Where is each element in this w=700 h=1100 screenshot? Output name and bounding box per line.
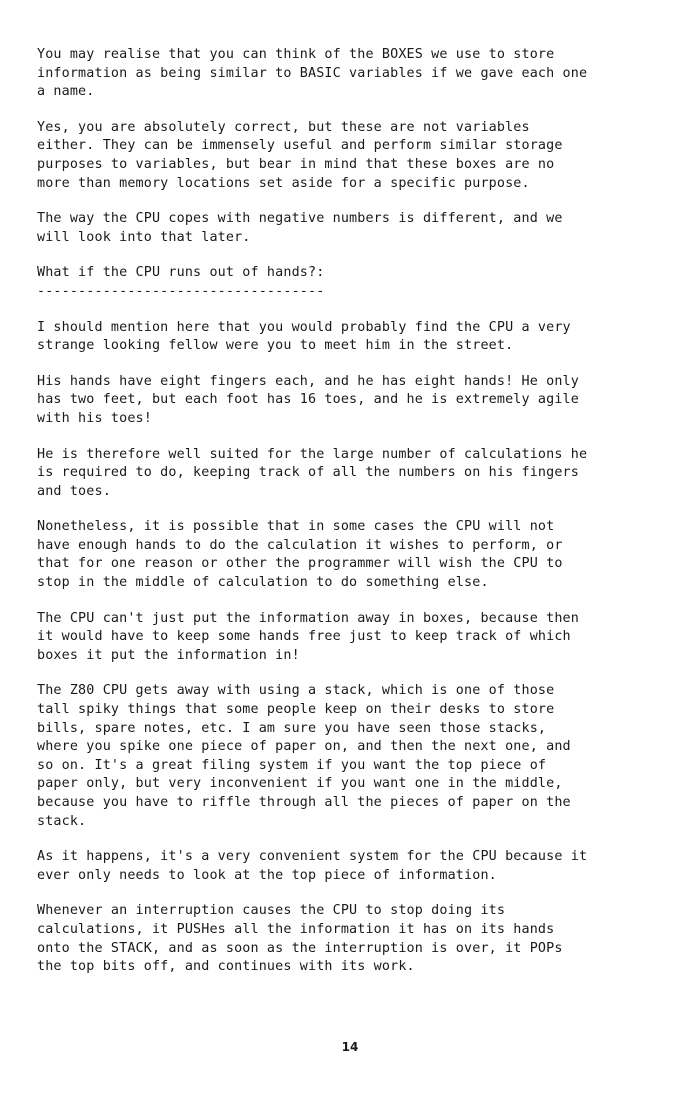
document-page (37, 46, 667, 994)
paragraph-z80-stack: The Z80 CPU gets away with using a stack, which is one of those tall spiky things that some people keep on their desks to store bills, spare notes, etc. I am sure you have seen those stacks, where you spike one piece of paper on, and then the next one, and so on. It's a great filing system if you want the top piece of paper only, but very inconvenient if you want one in the middle, because you have to riffle through all the pieces of paper on the stack. (37, 683, 571, 829)
paragraph-not-variables: Yes, you are absolutely correct, but these are not variables either. They can be immensely useful and perform similar storage purposes to variables, but bear in mind that these boxes are no more than memory locations set aside for a specific purpose. (37, 119, 563, 191)
paragraph-strange-fellow: I should mention here that you would probably find the CPU a very strange looking fellow were you to meet him in the street. (37, 319, 571, 354)
paragraph-well-suited: He is therefore well suited for the large number of calculations he is required to do, keeping track of all the numbers on his fingers and toes. (37, 446, 588, 499)
paragraph-eight-hands: His hands have eight fingers each, and he has eight hands! He only has two feet, but each foot has 16 toes, and he is extremely agile with his toes! (37, 373, 579, 426)
section-heading-underline: ----------------------------------- (37, 283, 325, 299)
paragraph-negative-numbers: The way the CPU copes with negative numbers is different, and we will look into that later. (37, 211, 563, 245)
page-number: 14 (341, 1040, 359, 1054)
paragraph-convenient-system: As it happens, it's a very convenient system for the CPU because it ever only needs to look at the top piece of information. (37, 849, 588, 883)
paragraph-boxes-variables: You may realise that you can think of the BOXES we use to store information as being similar to BASIC variables if we gave each one a name. (37, 47, 588, 100)
section-heading: What if the CPU runs out of hands?: (37, 265, 325, 281)
paragraph-push-pop: Whenever an interruption causes the CPU to stop doing its calculations, it PUSHes all the information it has on its hands onto the STACK, and as soon as the interruption is over, it POPs the top bits off, and continues with its work. (37, 903, 563, 975)
paragraph-not-enough-hands: Nonetheless, it is possible that in some cases the CPU will not have enough hands to do the calculation it wishes to perform, or that for one reason or other the programmer will wish the CPU to stop in the middle of calculation to do something else. (37, 519, 563, 591)
paragraph-boxes-tracking: The CPU can't just put the information away in boxes, because then it would have to keep some hands free just to keep track of which boxes it put the information in! (37, 610, 579, 663)
